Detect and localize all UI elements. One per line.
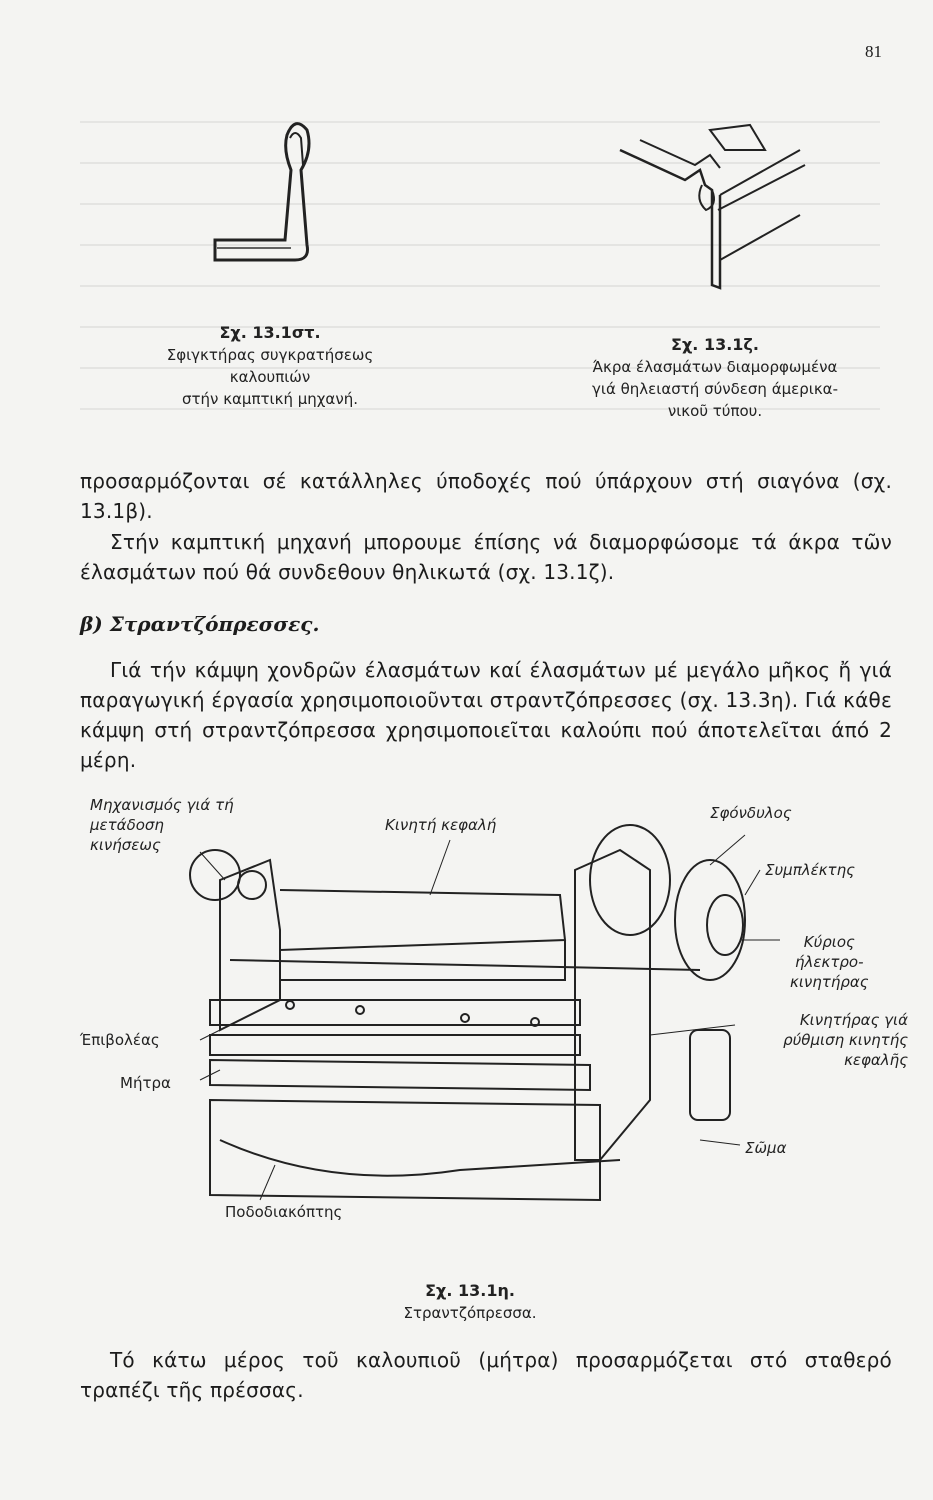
figure-13-1h-press-brake [180, 800, 780, 1250]
paragraph-4: Τό κάτω μέρος τοῦ καλουπιοῦ (μήτρα) προσαρμόζεται στό σταθερό τραπέζι τῆς πρέσσας. [80, 1348, 892, 1402]
paragraph-2: Στήν καμπτική μηχανή μπορουμε έπίσης νά διαμορφώσομε τά άκρα τῶν έλασμάτων πού θά συνδεθουν θηλικωτά (σχ. 13.1ζ). [80, 530, 892, 584]
label-clutch: Συμπλέκτης [765, 861, 855, 879]
caption-fig-13-1st: Σχ. 13.1στ. Σφιγκτήρας συγκρατήσεως καλουπιών στήν καμπτική μηχανή. [166, 323, 374, 408]
label-moving-head: Κινητή κεφαλή [385, 816, 497, 834]
caption-fig-13-1z: Σχ. 13.1ζ. Άκρα έλασμάτων διαμορφωμένα γιά θηλειαστή σύνδεση άμερικα- νικοῦ τύπου. [592, 335, 838, 420]
label-body: Σῶμα [745, 1139, 787, 1157]
section-title: β) Στραντζόπρεσσες. [80, 612, 320, 636]
label-punch: Έπιβολέας [80, 1031, 160, 1049]
label-mechanism: Μηχανισμός γιά τή μετάδοση κινήσεως [90, 796, 234, 854]
label-flywheel: Σφόνδυλος [710, 804, 792, 822]
figure-13-1z-sheet-edges [600, 110, 820, 300]
label-adjust-motor: Κινητήρας γιά ρύθμιση κινητής κεφαλῆς [783, 1011, 908, 1069]
paragraph-3: Γιά τήν κάμψη χονδρῶν έλασμάτων καί έλασμάτων μέ μεγάλο μῆκος ἤ γιά παραγωγική έργασία χρησιμοποιοῦνται στραντζόπρεσσες (σχ. 13.3η). Γιά κάθε κάμψη στή στραντζόπρεσσα χρησιμοποιεῖται καλούπι πού άποτελεῖται άπό 2 μέρη. [80, 658, 892, 772]
page-number: 81 [865, 42, 882, 61]
figure-13-1st-clamp [195, 110, 345, 270]
paragraph-1: προσαρμόζονται σέ κατάλληλες ύποδοχές πού ύπάρχουν στή σιαγόνα (σχ. 13.1β). [80, 469, 892, 523]
label-die: Μήτρα [120, 1074, 171, 1092]
caption-fig-13-1h: Σχ. 13.1η. Στραντζόπρεσσα. [403, 1281, 537, 1322]
label-pedal: Ποδοδιακόπτης [225, 1203, 343, 1221]
label-main-motor: Κύριος ήλεκτρο- κινητήρας [790, 933, 869, 991]
